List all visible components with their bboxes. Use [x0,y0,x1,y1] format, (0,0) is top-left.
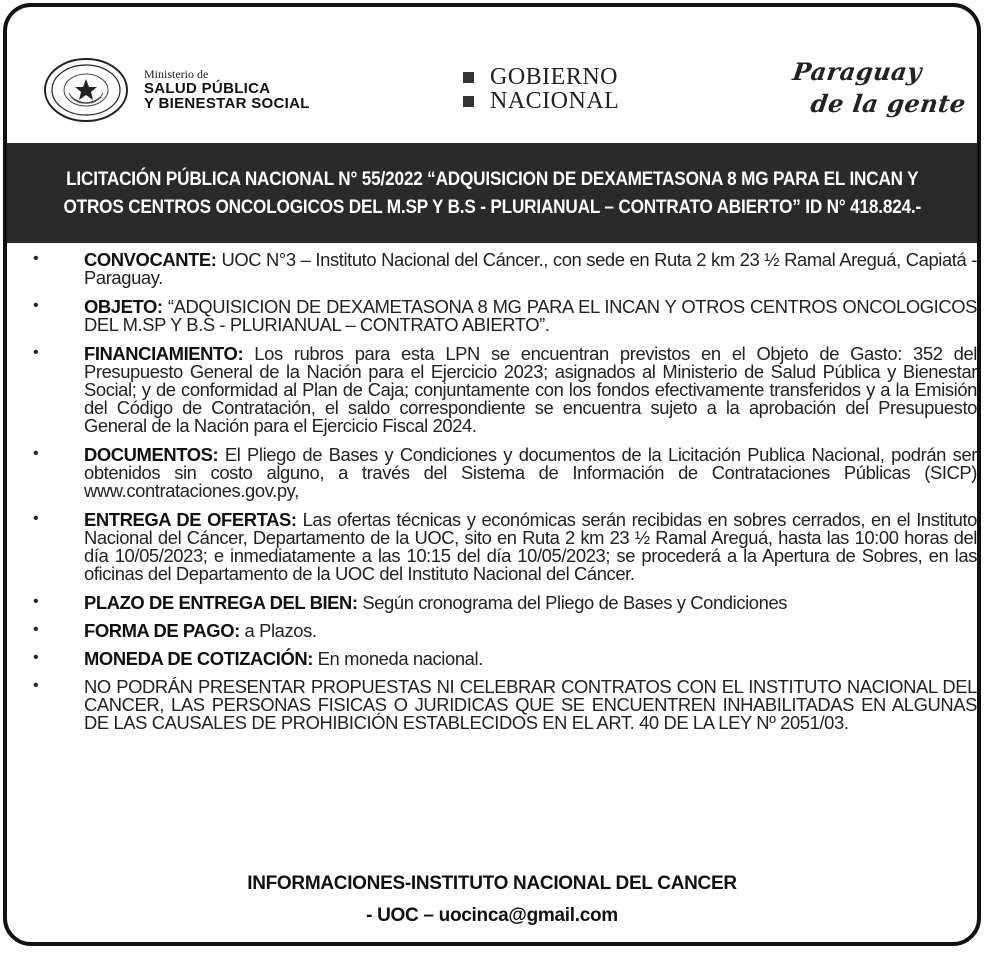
ministry-prefix: Ministerio de [144,67,209,81]
item-text: “ADQUISICION DE DEXAMETASONA 8 MG PARA EL INCAN Y OTROS CENTROS ONCOLOGICOS DEL M.SP Y B.S - PLURIANUAL – CONTRATO ABIERTO”. [84,296,977,335]
bullet-icon: • [33,649,39,666]
item-label: OBJETO: [84,296,163,317]
item-text: NO PODRÁN PRESENTAR PROPUESTAS NI CELEBRAR CONTRATOS CON EL INSTITUTO NACIONAL DEL CANCER, LAS PERSONAS FISICAS O JURIDICAS QUE SE ENCUENTREN INHABILITADAS EN ALGUNAS DE LAS CAUSALES DE PROHIBICIÓN ESTABLECIDOS EN EL ART. 40 DE LA LEY Nº 2051/03. [84,676,977,733]
list-item-moneda [27,650,977,668]
item-text: Las ofertas técnicas y económicas serán recibidas en sobres cerrados, en el Instituto Nacional del Cáncer, Departamento de la UOC, sito en Ruta 2 km 23 ½ Ramal Areguá, hasta las 10:00 horas del día 10/05/2023; e inmediatamente a las 10:15 del día 10/05/2023; se procederá a la Apertura de Sobres, en las oficinas del Departamento de la UOC del Instituto Nacional del Cáncer. [84,509,978,584]
list-item-financiamiento [27,345,977,435]
ministry-logo [43,55,383,135]
notice-items-list [27,251,977,743]
bullet-icon: • [33,677,39,694]
title-band [7,143,977,243]
title-line2: OTROS CENTROS ONCOLOGICOS DEL M.SP Y B.S - PLURIANUAL – CONTRATO ABIERTO” ID N° 418.824.- [63,196,921,218]
item-text: Según cronograma del Pliego de Bases y Condiciones [357,592,788,613]
item-text: Los rubros para esta LPN se encuentran previstos en el Objeto de Gasto: 352 del Presupuesto General de la Nación para el Ejercicio 2023; asignados al Ministerio de Salud Pública y Bienestar Social; y de conformidad al Plan de Caja; conjuntamente con los fondos efectivamente transferidos y a la Emisión del Código de Contratación, el saldo correspondiente se encuentra sujeto a la aprobación del Presupuesto General de la Nación para el Ejercicio Fiscal 2024. [84,343,977,436]
bullet-icon: • [33,510,39,527]
item-label: ENTREGA DE OFERTAS: [84,509,297,530]
bullet-icon: • [33,593,39,610]
item-text: En moneda nacional. [312,648,483,669]
list-item-objeto [27,298,977,334]
list-item-plazo-entrega [27,594,977,612]
gobierno-line1: GOBIERNO [490,63,618,90]
ministry-name-line1: SALUD PÚBLICA [144,79,271,97]
list-item-convocante [27,251,977,287]
footer-line1: INFORMACIONES-INSTITUTO NACIONAL DEL CANCER [247,873,737,894]
item-text: El Pliego de Bases y Condiciones y documentos de la Licitación Publica Nacional, podrán ser obtenidos sin costo alguno, a través del Sistema de Información de Contrataciones Públicas (SICP) www.contrataciones.gov.py, [84,444,977,501]
list-item-prohibicion [27,678,977,732]
item-label: FORMA DE PAGO: [84,620,240,641]
ministry-name-line2: Y BIENESTAR SOCIAL [144,95,310,113]
item-label: PLAZO DE ENTREGA DEL BIEN: [84,592,358,613]
bullet-icon: • [33,297,39,314]
title-line1: LICITACIÓN PÚBLICA NACIONAL N° 55/2022 “ADQUISICION DE DEXAMETASONA 8 MG PARA EL INCAN Y [65,168,919,190]
item-label: DOCUMENTOS: [84,444,219,465]
tagline-line1: Paraguay [790,57,924,86]
tagline-line2: de la gente [808,89,968,118]
item-label: CONVOCANTE: [84,249,217,270]
item-label: FINANCIAMIENTO: [84,343,244,364]
list-item-forma-pago [27,622,977,640]
list-item-entrega-ofertas [27,511,977,583]
item-text: a Plazos. [239,620,317,641]
national-seal-icon [43,57,129,123]
bullet-icon: • [33,344,39,361]
notice-header [7,7,977,143]
footer-line2: - UOC – uocinca@gmail.com [366,905,618,926]
notice-frame [3,3,981,946]
gobierno-line2: NACIONAL [490,87,620,114]
item-text: UOC N°3 – Instituto Nacional del Cáncer., con sede en Ruta 2 km 23 ½ Ramal Areguá, Capiatá - Paraguay. [84,249,977,288]
bullet-icon: • [33,621,39,638]
item-label: MONEDA DE COTIZACIÓN: [84,648,313,669]
bullet-icon: • [33,250,39,267]
list-item-documentos [27,446,977,500]
gobierno-nacional-logo [463,65,619,113]
square-bullet-icon [463,72,474,83]
bullet-icon: • [33,445,39,462]
paraguay-tagline-logo [787,57,981,127]
square-bullet-icon [463,96,474,107]
